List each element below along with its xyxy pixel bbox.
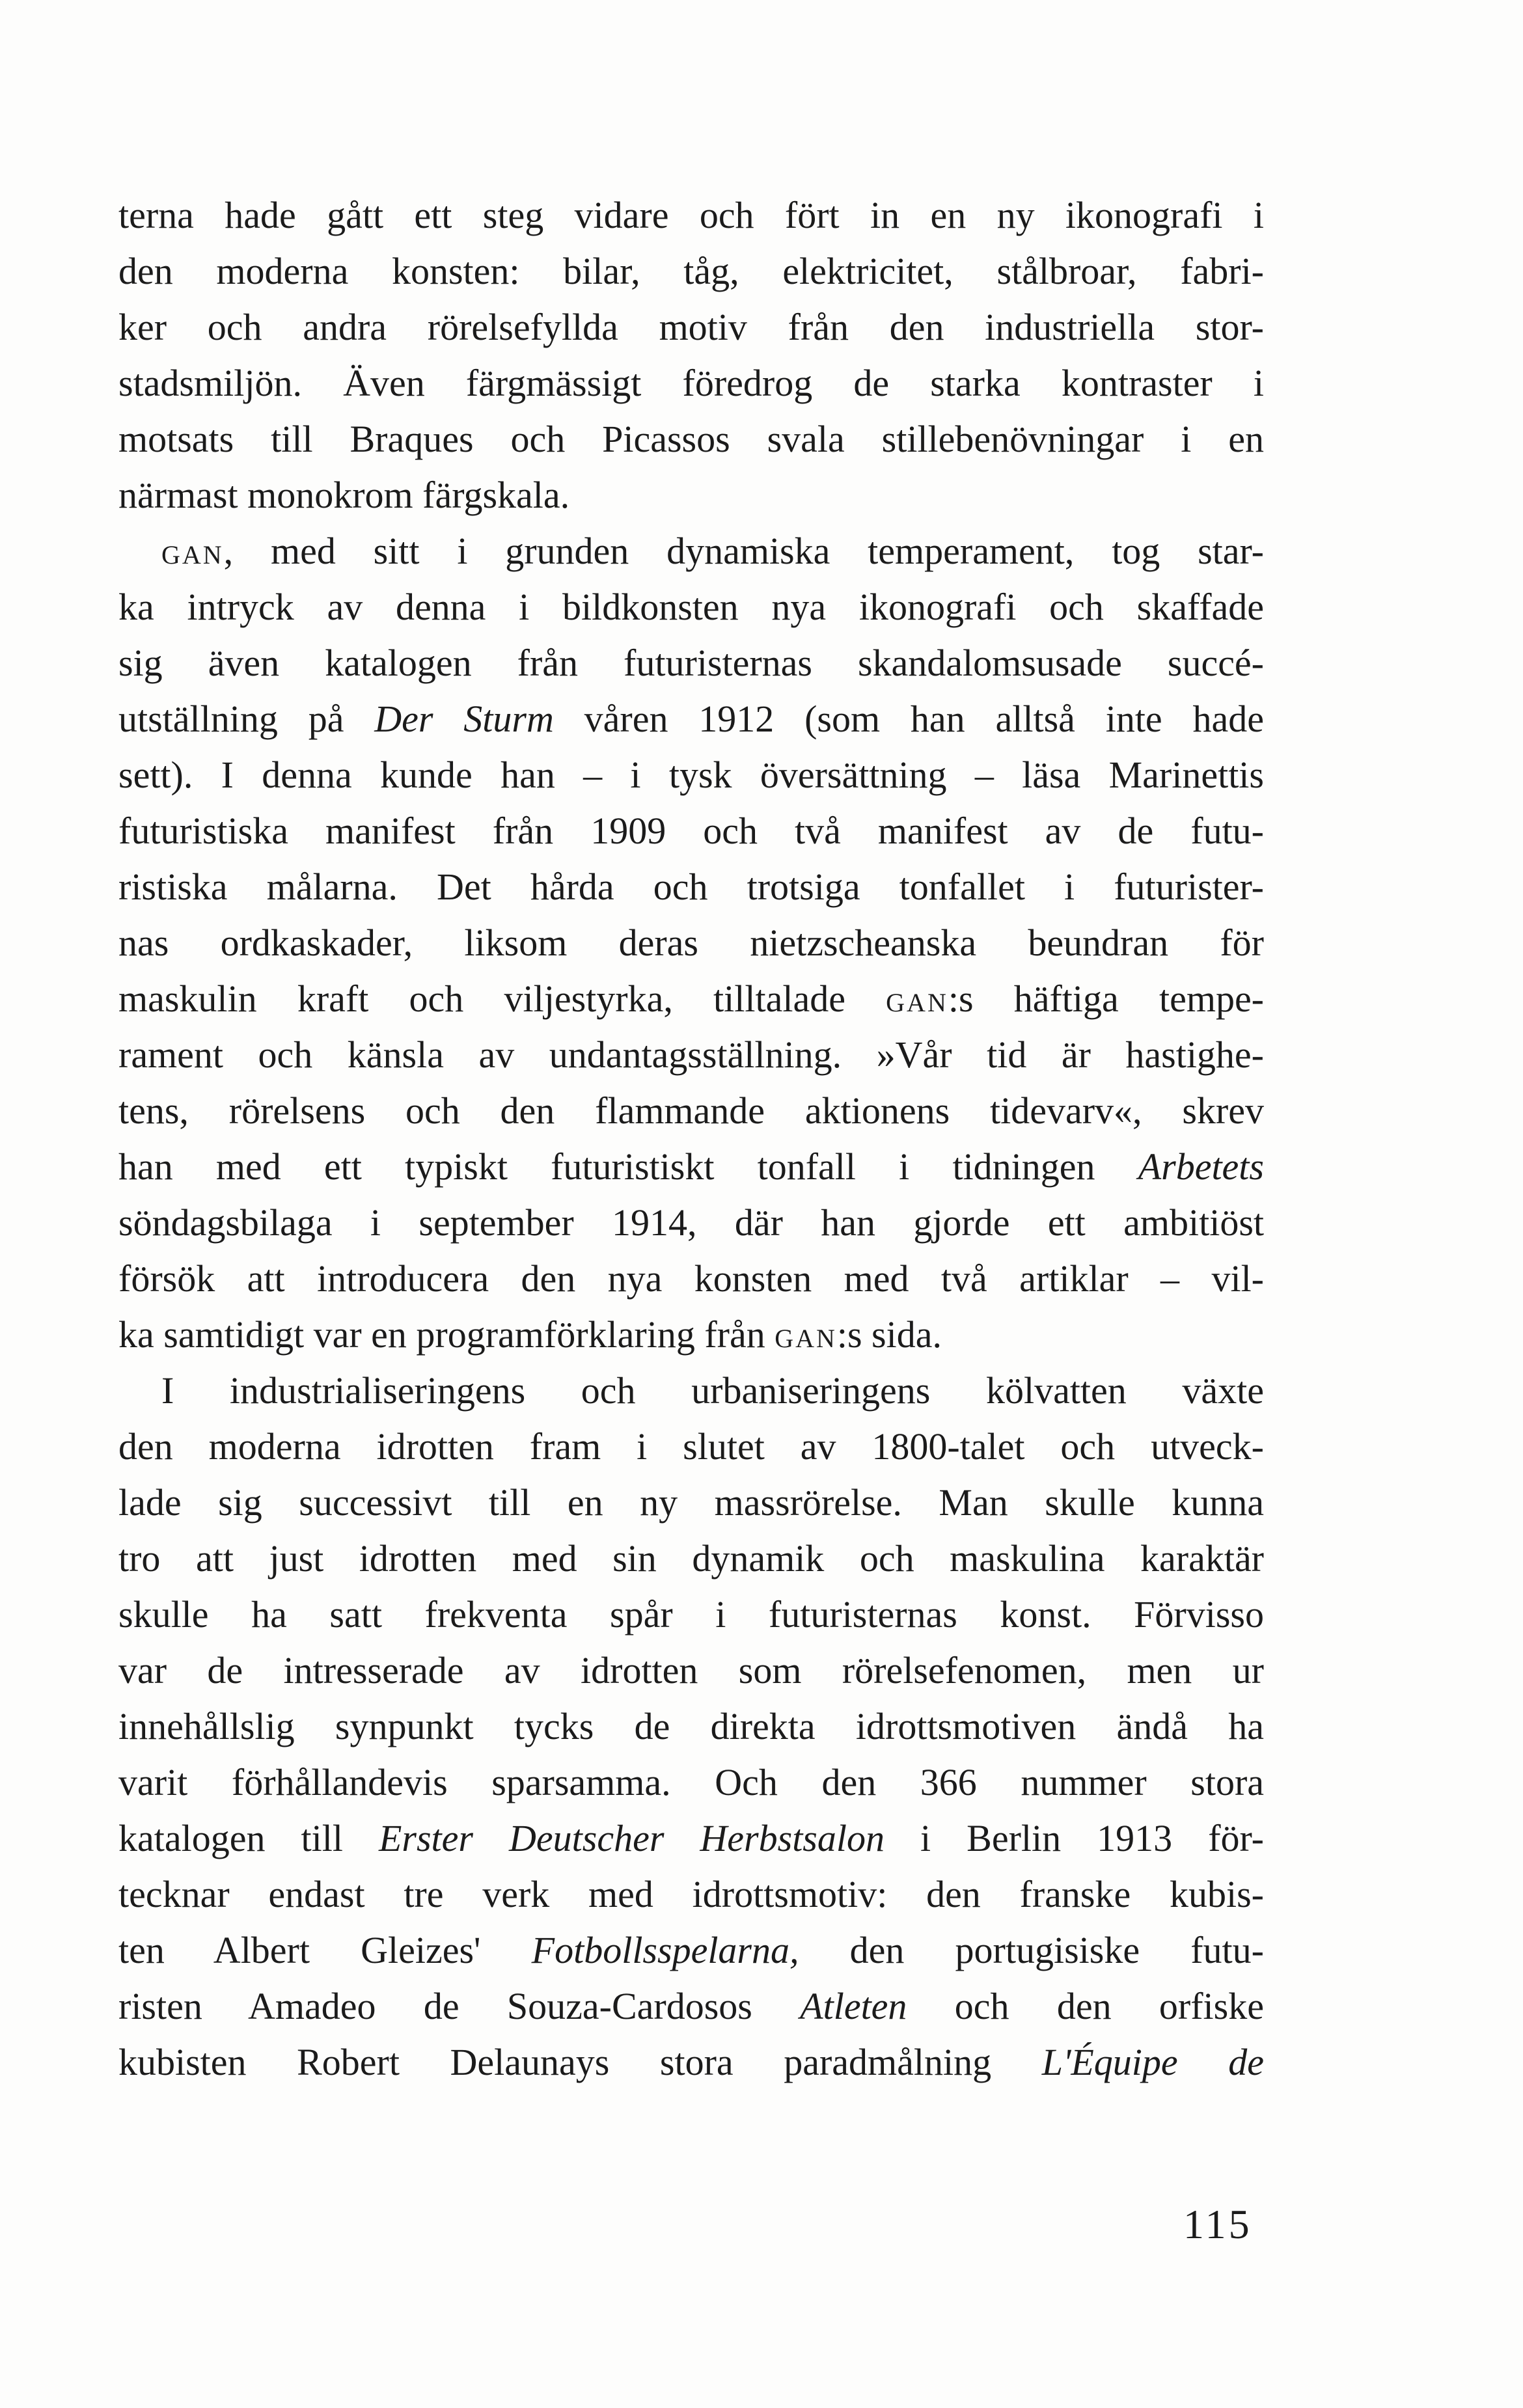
text-line: den moderna idrotten fram i slutet av 1800-talet och utveck- xyxy=(118,1425,1264,1468)
text-line: nas ordkaskader, liksom deras nietzscheanska beundran för xyxy=(118,922,1264,964)
text-run: :s sida. xyxy=(836,1313,942,1356)
text-line xyxy=(118,1307,1264,1363)
text-line xyxy=(118,691,1264,747)
text-line: lade sig successivt till en ny massrörelse. Man skulle kunna xyxy=(118,1481,1264,1524)
text-run: den portugisiske futu- xyxy=(799,1929,1264,1971)
text-line: varit förhållandevis sparsamma. Och den 366 nummer stora xyxy=(118,1761,1264,1803)
body-text xyxy=(118,187,1264,2090)
text-line: I industrialiseringens och urbaniseringens kölvatten växte xyxy=(161,1369,1264,1412)
text-line: den moderna konsten: bilar, tåg, elektricitet, stålbroar, fabri- xyxy=(118,250,1264,292)
text-run: , med sitt i grunden dynamiska temperament, tog star- xyxy=(223,530,1264,572)
text-line: tro att just idrotten med sin dynamik och maskulina karaktär xyxy=(118,1537,1264,1580)
text-run: ka samtidigt var en programförklaring från xyxy=(118,1313,775,1356)
text-line: ristiska målarna. Det hårda och trotsiga tonfallet i futurister- xyxy=(118,866,1264,908)
text-line: stadsmiljön. Även färgmässigt föredrog de starka kontraster i xyxy=(118,362,1264,404)
text-run: ten Albert Gleizes' xyxy=(118,1929,532,1971)
text-line: motsats till Braques och Picassos svala stillebenövningar i en xyxy=(118,418,1264,460)
text-line: tens, rörelsens och den flammande aktionens tidevarv«, skrev xyxy=(118,1089,1264,1132)
italic-title: Der Sturm xyxy=(374,698,554,740)
text-run: i Berlin 1913 för- xyxy=(885,1817,1264,1859)
text-line: ker och andra rörelsefyllda motiv från den industriella stor- xyxy=(118,306,1264,348)
text-line xyxy=(118,1811,1264,1867)
text-line: futuristiska manifest från 1909 och två manifest av de futu- xyxy=(118,810,1264,852)
italic-title: Arbetets xyxy=(1138,1145,1264,1188)
text-line: skulle ha satt frekventa spår i futuristernas konst. Förvisso xyxy=(118,1593,1264,1635)
italic-title: Atleten xyxy=(800,1985,907,2027)
text-line: sett). I denna kunde han – i tysk översättning – läsa Marinettis xyxy=(118,754,1264,796)
small-caps-gan: GAN xyxy=(161,540,224,569)
italic-title: Fotbollsspelarna, xyxy=(531,1929,799,1971)
text-line: söndagsbilaga i september 1914, där han gjorde ett ambitiöst xyxy=(118,1201,1264,1244)
text-run: våren 1912 (som han alltså inte hade xyxy=(553,698,1264,740)
text-run: :s häftiga tempe- xyxy=(948,978,1264,1020)
text-line: tecknar endast tre verk med idrottsmotiv: den franske kubis- xyxy=(118,1873,1264,1915)
text-line xyxy=(118,523,1264,579)
small-caps-gan: GAN xyxy=(775,1324,837,1353)
text-line: innehållslig synpunkt tycks de direkta idrottsmotiven ändå ha xyxy=(118,1705,1264,1747)
text-line: ka intryck av denna i bildkonsten nya ikonografi och skaffade xyxy=(118,586,1264,628)
text-line: försök att introducera den nya konsten med två artiklar – vil- xyxy=(118,1257,1264,1300)
text-run: han med ett typiskt futuristiskt tonfall i tidningen xyxy=(118,1145,1138,1188)
text-run: kubisten Robert Delaunays stora paradmålning xyxy=(118,2041,1042,2083)
text-line: terna hade gått ett steg vidare och fört in en ny ikonografi i xyxy=(118,194,1264,236)
text-line xyxy=(118,971,1264,1027)
text-run: och den orfiske xyxy=(907,1985,1264,2027)
small-caps-gan: GAN xyxy=(886,988,948,1017)
text-line: sig även katalogen från futuristernas skandalomsusade succé- xyxy=(118,642,1264,684)
italic-title: L'Équipe de xyxy=(1041,2041,1264,2083)
page-number: 115 xyxy=(1183,2201,1252,2247)
text-run: katalogen till xyxy=(118,1817,379,1859)
text-run: risten Amadeo de Souza-Cardosos xyxy=(118,1985,801,2027)
italic-title: Erster Deutscher Herbstsalon xyxy=(378,1817,885,1859)
text-line: närmast monokrom färgskala. xyxy=(118,474,570,516)
text-line xyxy=(118,2034,1264,2090)
text-line: var de intresserade av idrotten som rörelsefenomen, men ur xyxy=(118,1649,1264,1691)
text-run: utställning på xyxy=(118,698,375,740)
text-line xyxy=(118,1139,1264,1195)
text-line: rament och känsla av undantagsställning. »Vår tid är hastighe- xyxy=(118,1033,1264,1076)
text-run: maskulin kraft och viljestyrka, tilltalade xyxy=(118,978,886,1020)
text-line xyxy=(118,1922,1264,1978)
text-line xyxy=(118,1978,1264,2034)
